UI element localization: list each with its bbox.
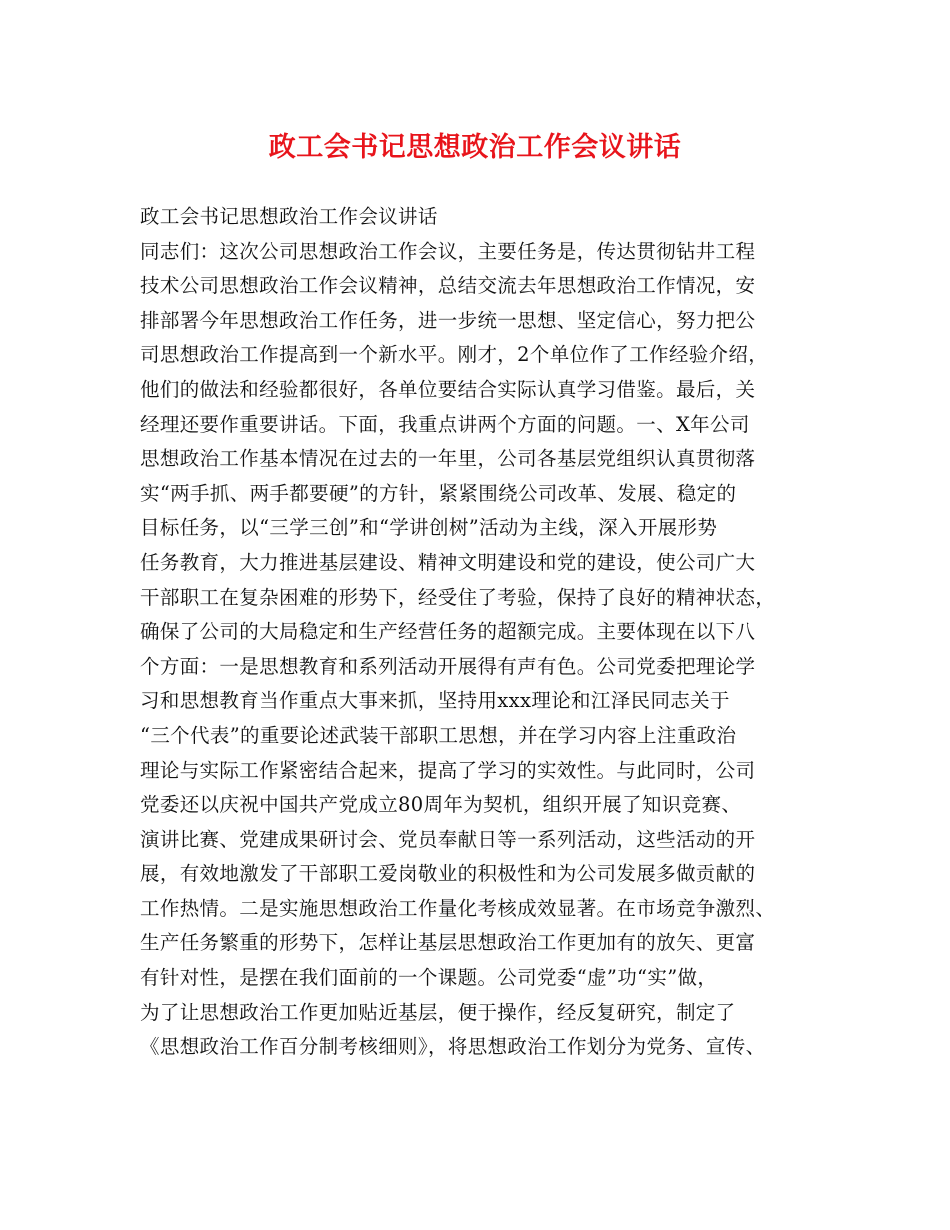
body-line: 生产任务繁重的形势下，怎样让基层思想政治工作更加有的放矢、更富 [140, 931, 756, 955]
body-line: 任务教育，大力推进基层建设、精神文明建设和党的建设，使公司广大 [140, 550, 756, 574]
document-title: 政工会书记思想政治工作会议讲话 [268, 132, 682, 163]
body-line: 思想政治工作基本情况在过去的一年里，公司各基层党组织认真贯彻落 [140, 447, 756, 471]
body-line: 经理还要作重要讲话。下面，我重点讲两个方面的问题。一、X年公司 [140, 412, 750, 436]
body-line: 为了让思想政治工作更加贴近基层，便于操作，经反复研究，制定了 [140, 1000, 736, 1024]
body-line: 《思想政治工作百分制考核细则》，将思想政治工作划分为党务、宣传、 [140, 1035, 766, 1059]
body-line: 演讲比赛、党建成果研讨会、党员奉献日等一系列活动，这些活动的开 [140, 827, 756, 851]
body-line: 政工会书记思想政治工作会议讲话 [140, 205, 438, 228]
body-line: 有针对性，是摆在我们面前的一个课题。公司党委“虚”功“实”做， [140, 966, 718, 990]
body-line: 干部职工在复杂困难的形势下，经受住了考验，保持了良好的精神状态， [140, 585, 776, 609]
body-line: 确保了公司的大局稳定和生产经营任务的超额完成。主要体现在以下八 [140, 620, 756, 644]
body-line: 他们的做法和经验都很好，各单位要结合实际认真学习借鉴。最后，关 [140, 377, 756, 401]
body-line: 技术公司思想政治工作会议精神，总结交流去年思想政治工作情况，安 [140, 274, 756, 298]
body-line: 理论与实际工作紧密结合起来，提高了学习的实效性。与此同时，公司 [140, 758, 756, 782]
body-line: 工作热情。二是实施思想政治工作量化考核成效显著。在市场竞争激烈、 [140, 896, 776, 920]
body-line: 目标任务，以“三学三创”和“学讲创树”活动为主线，深入开展形势 [140, 516, 718, 540]
body-line: 实“两手抓、两手都要硬”的方针，紧紧围绕公司改革、发展、稳定的 [140, 481, 737, 505]
body-line: “三个代表”的重要论述武装干部职工思想，并在学习内容上注重政治 [140, 723, 737, 747]
body-line: 个方面：一是思想教育和系列活动开展得有声有色。公司党委把理论学 [140, 654, 756, 678]
body-line: 排部署今年思想政治工作任务，进一步统一思想、坚定信心，努力把公 [140, 308, 756, 332]
body-line: 同志们：这次公司思想政治工作会议，主要任务是，传达贯彻钻井工程 [140, 239, 756, 263]
body-line: 习和思想教育当作重点大事来抓，坚持用xxx理论和江泽民同志关于 [140, 689, 730, 713]
body-line: 党委还以庆祝中国共产党成立80周年为契机，组织开展了知识竞赛、 [140, 793, 742, 817]
body-line: 展，有效地激发了干部职工爱岗敬业的积极性和为公司发展多做贡献的 [140, 862, 756, 886]
document-body [140, 200, 830, 1065]
body-line: 司思想政治工作提高到一个新水平。刚才，2个单位作了工作经验介绍， [140, 343, 769, 367]
